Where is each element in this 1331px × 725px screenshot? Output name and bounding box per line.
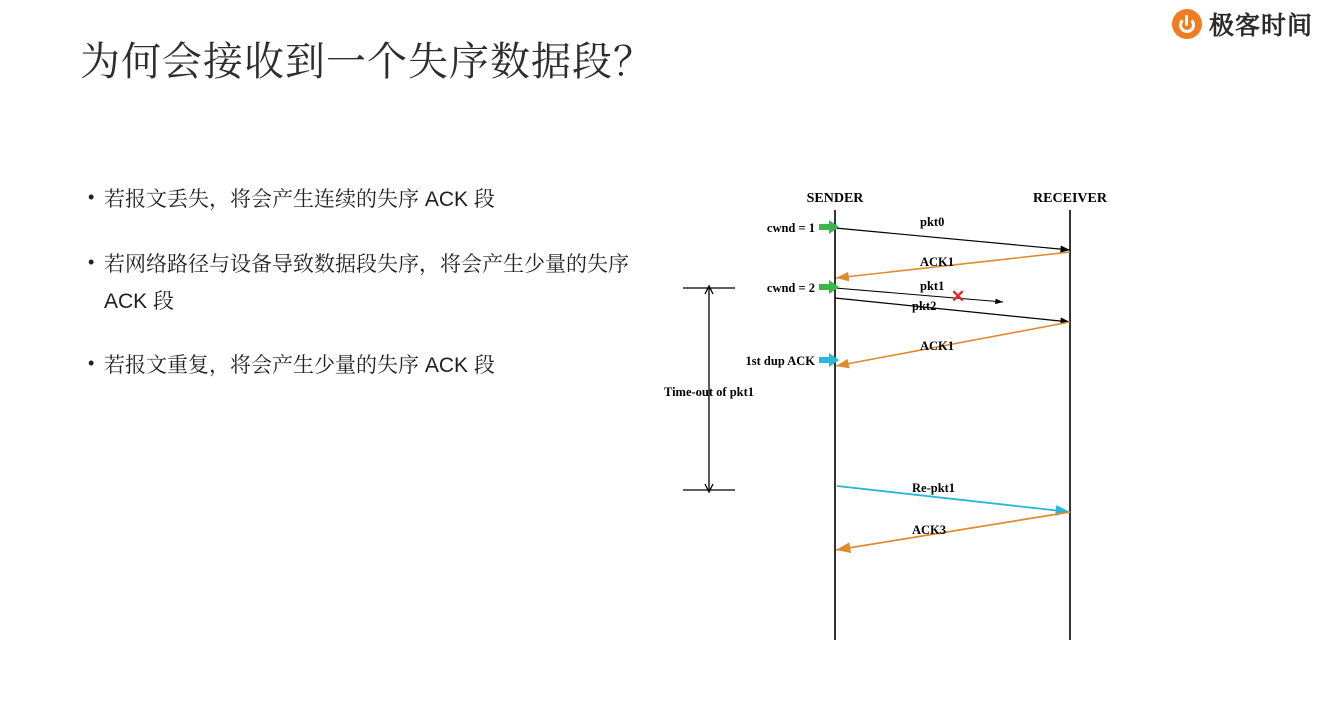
cyan-arrow-icon <box>819 353 839 367</box>
message-label-repkt1: Re-pkt1 <box>912 481 956 495</box>
message-label-ack1-first: ACK1 <box>920 255 955 269</box>
message-label-ack1-dup: ACK1 <box>920 339 955 353</box>
list-item <box>88 348 648 385</box>
message-label-ack3: ACK3 <box>912 523 947 537</box>
annotation-cwnd-2: cwnd = 2 <box>766 281 815 295</box>
page-title: 为何会接收到一个失序数据段？ <box>80 40 654 84</box>
message-label-pkt0: pkt0 <box>920 215 945 229</box>
message-label-pkt2: pkt2 <box>912 299 937 313</box>
geektime-circle-icon <box>1172 9 1202 39</box>
green-arrow-icon-2 <box>819 280 839 294</box>
list-item <box>88 247 648 321</box>
bullet-text: 若网络路径与设备导致数据段失序，将会产生少量的失序 ACK 段 <box>104 252 629 313</box>
bullet-marker-icon: • <box>88 353 95 374</box>
annotation-first-dup-ack: 1st dup ACK <box>745 354 815 368</box>
tcp-sequence-diagram <box>620 170 1180 670</box>
message-arrow-pkt0 <box>835 228 1070 250</box>
timeout-label: Time-out of pkt1 <box>663 385 755 399</box>
bullet-text: 若报文丢失，将会产生连续的失序 ACK 段 <box>104 188 495 211</box>
brand-name: 极客时间 <box>1208 12 1313 40</box>
message-label-pkt1: pkt1 <box>920 279 945 293</box>
list-item <box>88 182 648 219</box>
sender-label: SENDER <box>806 191 864 206</box>
bullet-list <box>88 182 648 413</box>
bullet-marker-icon: • <box>88 187 95 207</box>
packet-loss-icon: ✕ <box>950 287 966 306</box>
annotation-cwnd-1: cwnd = 1 <box>766 221 815 235</box>
receiver-label: RECEIVER <box>1033 191 1107 206</box>
bullet-marker-icon: • <box>88 251 95 272</box>
brand-logo <box>1172 6 1313 42</box>
green-arrow-icon-1 <box>819 220 839 234</box>
bullet-text: 若报文重复，将会产生少量的失序 ACK 段 <box>104 354 495 378</box>
message-arrow-ack3 <box>836 512 1070 550</box>
